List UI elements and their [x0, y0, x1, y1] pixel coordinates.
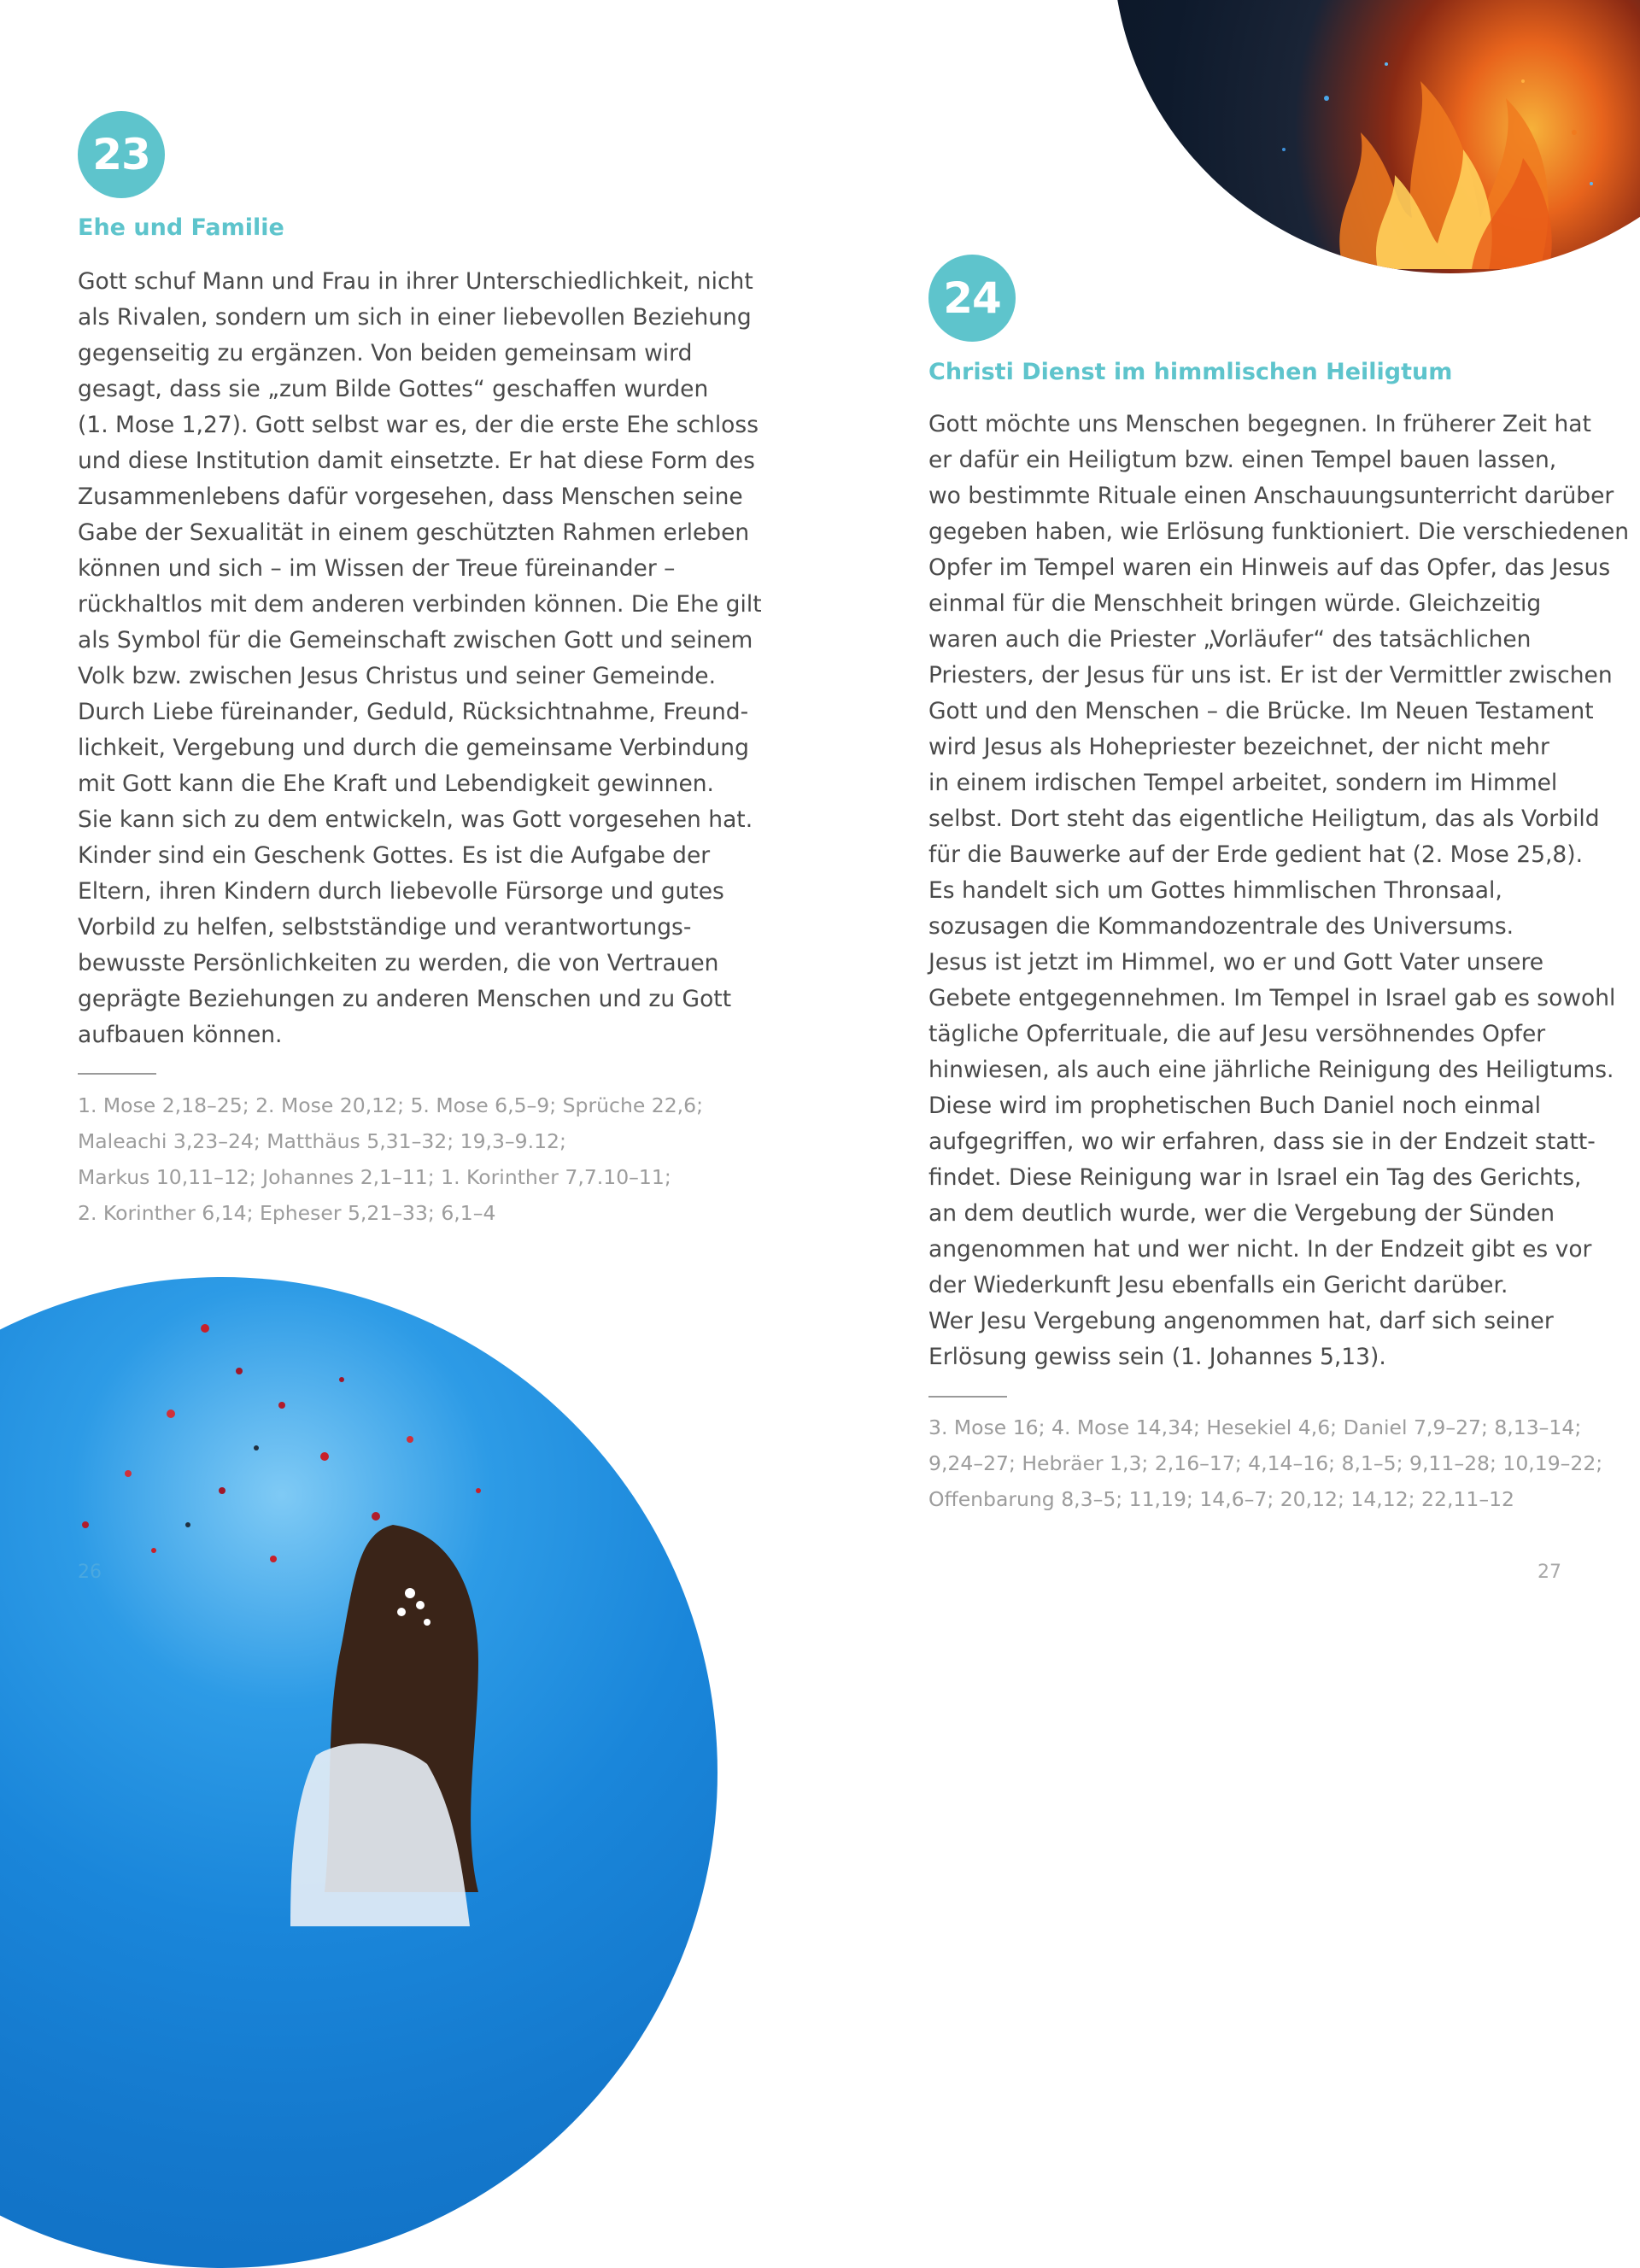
body-line: aufgegriffen, wo wir erfahren, dass sie in der Endzeit statt-	[928, 1128, 1596, 1155]
reference-line: 9,24–27; Hebräer 1,3; 2,16–17; 4,14–16; 8,1–5; 9,11–28; 10,19–22;	[928, 1451, 1603, 1475]
reference-line: Maleachi 3,23–24; Matthäus 5,31–32; 19,3–9.12;	[78, 1129, 566, 1153]
page-number: 27	[1538, 1562, 1561, 1583]
body-line: können und sich – im Wissen der Treue füreinander –	[78, 555, 676, 582]
body-line: für die Bauwerke auf der Erde gedient hat (2. Mose 25,8).	[928, 841, 1584, 868]
body-line: waren auch die Priester „Vorläufer“ des tatsächlichen	[928, 626, 1532, 653]
body-line: Durch Liebe füreinander, Geduld, Rücksichtnahme, Freund-	[78, 699, 749, 725]
body-line: rückhaltlos mit dem anderen verbinden können. Die Ehe gilt	[78, 591, 762, 618]
body-line: als Symbol für die Gemeinschaft zwischen Gott und seinem	[78, 627, 753, 653]
section-heading: Ehe und Familie	[78, 214, 284, 241]
body-line: Vorbild zu helfen, selbstständige und verantwortungs-	[78, 914, 692, 941]
body-line: Zusammenlebens dafür vorgesehen, dass Menschen seine	[78, 483, 743, 510]
body-line: Kinder sind ein Geschenk Gottes. Es ist die Aufgabe der	[78, 842, 711, 869]
body-line: wo bestimmte Rituale einen Anschauungsunterricht darüber	[928, 483, 1614, 509]
body-line: tägliche Opferrituale, die auf Jesu versöhnendes Opfer	[928, 1021, 1546, 1047]
section-number-badge: 23	[78, 111, 165, 198]
reference-line: 2. Korinther 6,14; Epheser 5,21–33; 6,1–4	[78, 1201, 496, 1225]
body-line: Priesters, der Jesus für uns ist. Er ist der Vermittler zwischen	[928, 662, 1613, 689]
body-line: lichkeit, Vergebung und durch die gemeinsame Verbindung	[78, 735, 749, 761]
body-line: Erlösung gewiss sein (1. Johannes 5,13).	[928, 1344, 1386, 1370]
body-line: Es handelt sich um Gottes himmlischen Thronsaal,	[928, 877, 1502, 904]
body-line: mit Gott kann die Ehe Kraft und Lebendigkeit gewinnen.	[78, 771, 714, 797]
body-line: Gebete entgegennehmen. Im Tempel in Israel gab es sowohl	[928, 985, 1616, 1011]
body-line: findet. Diese Reinigung war in Israel ein Tag des Gerichts,	[928, 1164, 1582, 1191]
body-line: geprägte Beziehungen zu anderen Menschen und zu Gott	[78, 986, 732, 1012]
section-heading: Christi Dienst im himmlischen Heiligtum	[928, 359, 1453, 385]
body-line: einmal für die Menschheit bringen würde. Gleichzeitig	[928, 590, 1542, 617]
reference-divider	[78, 1073, 156, 1075]
body-line: gegenseitig zu ergänzen. Von beiden gemeinsam wird	[78, 340, 693, 366]
body-line: Gabe der Sexualität in einem geschützten Rahmen erleben	[78, 519, 750, 546]
body-line: selbst. Dort steht das eigentliche Heiligtum, das als Vorbild	[928, 806, 1600, 832]
confetti-and-bride-graphic	[0, 1277, 718, 2268]
bible-references	[928, 1409, 1602, 1517]
body-line: sozusagen die Kommandozentrale des Universums.	[928, 913, 1514, 940]
body-line: wird Jesus als Hohepriester bezeichnet, der nicht mehr	[928, 734, 1549, 760]
body-line: Volk bzw. zwischen Jesus Christus und seiner Gemeinde.	[78, 663, 716, 689]
body-line: Sie kann sich zu dem entwickeln, was Gott vorgesehen hat.	[78, 806, 753, 833]
body-line: Gott möchte uns Menschen begegnen. In früherer Zeit hat	[928, 411, 1591, 437]
body-line: Opfer im Tempel waren ein Hinweis auf das Opfer, das Jesus	[928, 554, 1611, 581]
body-line: der Wiederkunft Jesu ebenfalls ein Gericht darüber.	[928, 1272, 1508, 1298]
reference-line: Offenbarung 8,3–5; 11,19; 14,6–7; 20,12; 14,12; 22,11–12	[928, 1487, 1514, 1511]
body-line: aufbauen können.	[78, 1022, 283, 1048]
reference-line: 1. Mose 2,18–25; 2. Mose 20,12; 5. Mose 6,5–9; Sprüche 22,6;	[78, 1093, 704, 1117]
reference-line: 3. Mose 16; 4. Mose 14,34; Hesekiel 4,6; Daniel 7,9–27; 8,13–14;	[928, 1415, 1582, 1439]
body-line: hinwiesen, als auch eine jährliche Reinigung des Heiligtums.	[928, 1057, 1614, 1083]
body-line: bewusste Persönlichkeiten zu werden, die von Vertrauen	[78, 950, 719, 976]
wedding-photo	[0, 1277, 718, 2268]
body-line: gesagt, dass sie „zum Bilde Gottes“ geschaffen wurden	[78, 376, 709, 402]
page-number: 26	[78, 1562, 102, 1583]
body-line: und diese Institution damit einsetzte. Er hat diese Form des	[78, 448, 755, 474]
bible-references	[78, 1087, 703, 1231]
reference-divider	[928, 1396, 1007, 1398]
body-line: Gott und den Menschen – die Brücke. Im Neuen Testament	[928, 698, 1594, 724]
body-line: an dem deutlich wurde, wer die Vergebung der Sünden	[928, 1200, 1555, 1227]
fire-photo	[1113, 0, 1640, 273]
body-line: angenommen hat und wer nicht. In der Endzeit gibt es vor	[928, 1236, 1592, 1263]
section-body-text	[928, 407, 1629, 1375]
reference-line: Markus 10,11–12; Johannes 2,1–11; 1. Korinther 7,7.10–11;	[78, 1165, 671, 1189]
body-line: Wer Jesu Vergebung angenommen hat, darf sich seiner	[928, 1308, 1554, 1334]
body-line: Eltern, ihren Kindern durch liebevolle Fürsorge und gutes	[78, 878, 724, 905]
body-line: (1. Mose 1,27). Gott selbst war es, der die erste Ehe schloss	[78, 412, 759, 438]
body-line: er dafür ein Heiligtum bzw. einen Tempel bauen lassen,	[928, 447, 1557, 473]
body-line: Gott schuf Mann und Frau in ihrer Unterschiedlichkeit, nicht	[78, 268, 753, 295]
body-line: als Rivalen, sondern um sich in einer liebevollen Beziehung	[78, 304, 752, 331]
section-body-text	[78, 264, 762, 1053]
body-line: Diese wird im prophetischen Buch Daniel noch einmal	[928, 1093, 1541, 1119]
body-line: Jesus ist jetzt im Himmel, wo er und Gott Vater unsere	[928, 949, 1544, 976]
section-number-badge: 24	[928, 255, 1016, 342]
body-line: gegeben haben, wie Erlösung funktioniert. Die verschiedenen	[928, 519, 1630, 545]
body-line: in einem irdischen Tempel arbeitet, sondern im Himmel	[928, 770, 1558, 796]
flames-graphic	[1113, 0, 1640, 273]
